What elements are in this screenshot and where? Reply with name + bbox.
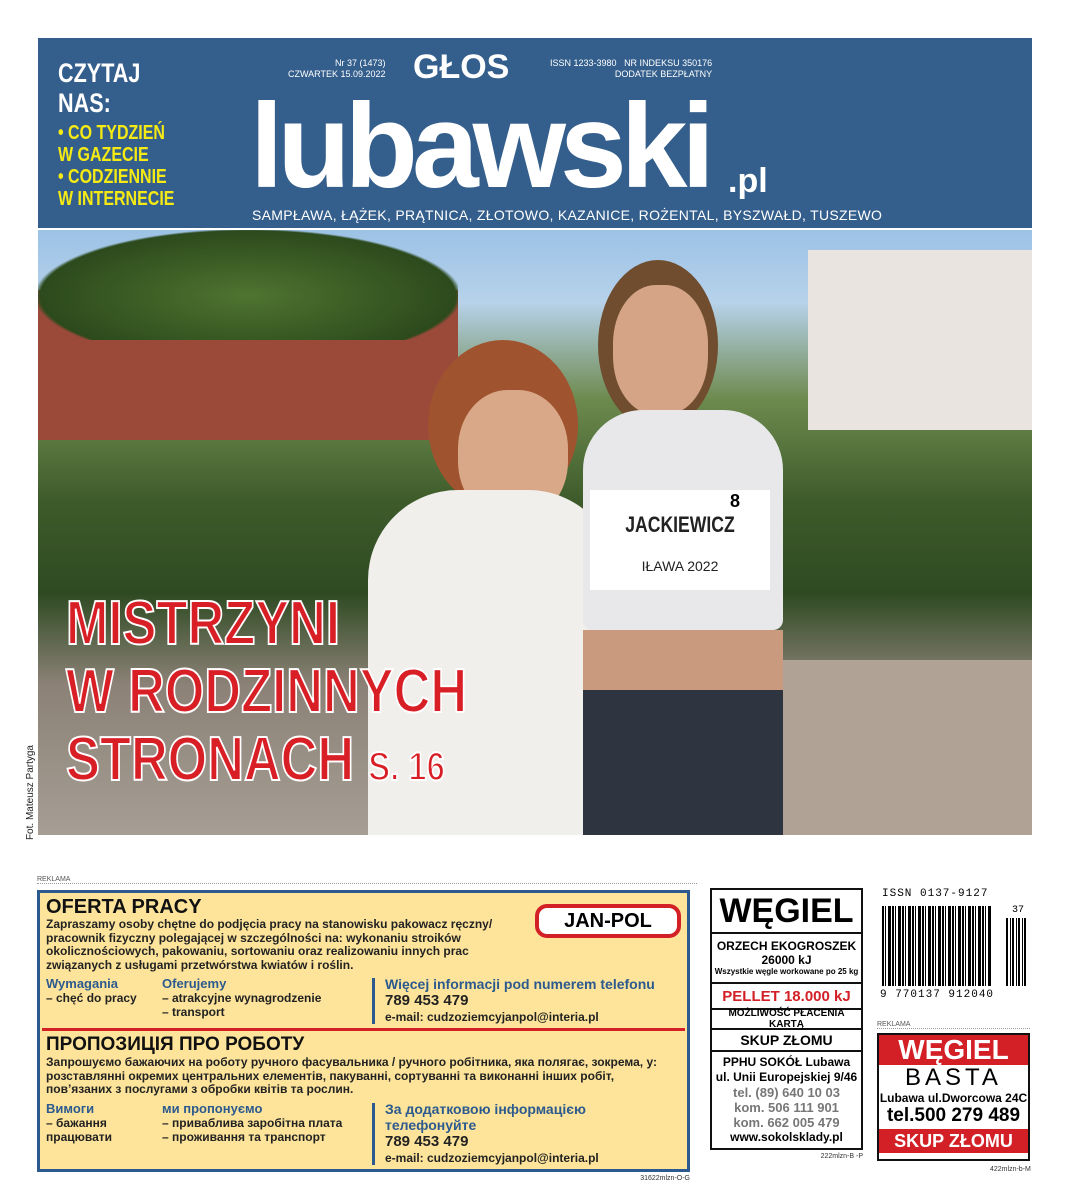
athlete-face: [613, 285, 708, 415]
address: Lubawa ul.Dworcowa 24C: [879, 1091, 1028, 1105]
requirements-heading: Wymagania: [46, 976, 119, 991]
logo-top: GŁOS: [413, 48, 510, 86]
info-heading: За додатковою інформацією телефонуйте: [385, 1100, 586, 1133]
bib-event: IŁAWA 2022: [641, 558, 719, 574]
coal-title: WĘGIEL: [712, 890, 861, 934]
coal-ad-column: [710, 888, 863, 1161]
coal-ad-basta: [877, 1033, 1030, 1161]
website[interactable]: www.sokolsklady.pl: [730, 1130, 843, 1144]
photo-credit: Fot. Mateusz Partyga: [25, 745, 36, 841]
divider: [372, 1103, 375, 1165]
logo: lubawski: [250, 79, 709, 213]
divider: [372, 978, 375, 1024]
requirement: – бажання працювати: [46, 1115, 113, 1144]
email[interactable]: e-mail: cudzoziemcyjanpol@interia.pl: [385, 1150, 599, 1165]
divider: [42, 1028, 685, 1031]
job-title-ua: ПРОПОЗИЦІЯ ПРО РОБОТУ: [46, 1034, 305, 1055]
promo-line: • CO TYDZIEŃ W GAZECIE: [58, 122, 165, 166]
janpol-logo: JAN-POL: [535, 904, 681, 938]
job-title-pl: OFERTA PRACY: [46, 896, 202, 918]
coal-product: ORZECH EKOGROSZEK: [716, 939, 857, 953]
pellet: PELLET 18.000 kJ: [712, 984, 861, 1010]
job-ad: [37, 890, 690, 1172]
headline-line: [66, 725, 445, 799]
barcode-digits: 9 770137 912040: [880, 989, 995, 1001]
basta-logo: BASTA: [905, 1064, 1002, 1091]
page-reference[interactable]: S. 16: [368, 745, 445, 789]
offer-item: – atrakcyjne wynagrodzenie: [162, 991, 322, 1005]
phone[interactable]: 789 453 479: [385, 992, 469, 1009]
offer-heading: Oferujemy: [162, 976, 227, 991]
ad-code: 422mlzn-b-M: [990, 1166, 1031, 1173]
phone[interactable]: 789 453 479: [385, 1132, 469, 1150]
ad-label: REKLAMA: [877, 1021, 1030, 1029]
card-payment: MOŻLIWOŚĆ PŁACENIA KARTĄ: [712, 1010, 861, 1030]
barcode-addon: [1006, 918, 1028, 986]
masthead: [38, 38, 1032, 228]
coal-ad-sokol: [710, 888, 863, 1150]
mobile[interactable]: kom. 506 111 901: [734, 1100, 839, 1115]
cover-photo: [38, 230, 1032, 835]
athlete-shorts: [583, 690, 783, 835]
offer-heading: ми пропонуємо: [162, 1100, 263, 1116]
headline-line: MISTRZYNI: [66, 589, 340, 658]
coal-note: Wszystkie węgle workowane po 25 kg: [714, 967, 859, 976]
info-heading: Więcej informacji pod numerem telefonu: [385, 976, 655, 992]
villages: SAMPŁAWA, ŁĄŻEK, PRĄTNICA, ZŁOTOWO, KAZANICE, ROŻENTAL, BYSZWAŁD, TUSZEWO: [252, 207, 883, 223]
email[interactable]: e-mail: cudzoziemcyjanpol@interia.pl: [385, 1010, 599, 1024]
promo-box: [58, 58, 186, 210]
promo-line: • CODZIENNIE W INTERNECIE: [58, 166, 175, 210]
scrap: SKUP ZŁOMU: [879, 1129, 1028, 1153]
job-ad-column: [37, 890, 690, 1183]
barcode: [882, 906, 992, 986]
index-number: NR INDEKSU 350176: [624, 58, 713, 68]
address: ul. Unii Europejskiej 9/46: [715, 1070, 858, 1084]
headline-text: STRONACH: [66, 725, 355, 794]
scrap: SKUP ZŁOMU: [712, 1030, 861, 1052]
promo-title: CZYTAJ NAS:: [58, 58, 141, 118]
ad-code: 31622mlzn-O-G: [640, 1174, 690, 1182]
issue-number: Nr 37 (1473): [335, 58, 386, 68]
bib-name: JACKIEWICZ: [625, 512, 735, 537]
tree: [38, 230, 458, 340]
supplement: DODATEK BEZPŁATNY: [614, 69, 713, 79]
phone[interactable]: tel.500 279 489: [886, 1105, 1021, 1126]
issn: ISSN 1233-3980: [550, 58, 617, 68]
issue-date: CZWARTEK 15.09.2022: [288, 69, 386, 79]
headline-line: W RODZINNYCH: [66, 657, 468, 726]
offer-item: – transport: [162, 1005, 225, 1019]
job-body-pl: Zapraszamy osoby chętne do podjęcia pracy na stanowisku pakowacz ręczny/ pracownik fizyczny polegającej w szczególności na: wykonaniu stroików okolicznościowych, pakowaniu, sortowaniu oraz realizowaniu innych prac związanych z usługami przetwórstwa kwiatów i roślin.: [46, 917, 493, 972]
offer-item: – приваблива заробітна плата: [162, 1115, 343, 1130]
issue-info: [288, 58, 386, 80]
offer-item: – проживання та транспорт: [162, 1129, 326, 1144]
race-bib: [590, 490, 770, 590]
mobile[interactable]: kom. 662 005 479: [733, 1115, 840, 1130]
logo-suffix: .pl: [728, 162, 768, 200]
job-body-ua: Запрошуємо бажаючих на роботу ручного фасувальника / ручного робітника, яка полягає, зокрема, у: розставлянні окремих центральних елементів, пакуванні, сортуванні та виконанні інших робіт, пов’язаних з послугами з обробки квітів та рослин.: [46, 1055, 657, 1096]
building: [808, 250, 1032, 430]
ad-code: 222mlzn-B -P: [820, 1153, 863, 1160]
ad-label: REKLAMA: [37, 876, 697, 884]
issn-info: [550, 58, 712, 80]
bib-number: 8: [729, 491, 740, 511]
phone[interactable]: tel. (89) 640 10 03: [733, 1085, 840, 1100]
requirement: – chęć do pracy: [46, 991, 137, 1005]
barcode-addon-number: 37: [1012, 905, 1025, 916]
basta-title: WĘGIEL: [879, 1035, 1028, 1065]
barcode-issn: ISSN 0137-9127: [882, 888, 989, 900]
company: PPHU SOKÓŁ Lubawa: [722, 1055, 851, 1069]
requirements-heading: Вимоги: [46, 1100, 95, 1116]
coal-energy: 26000 kJ: [761, 953, 812, 967]
